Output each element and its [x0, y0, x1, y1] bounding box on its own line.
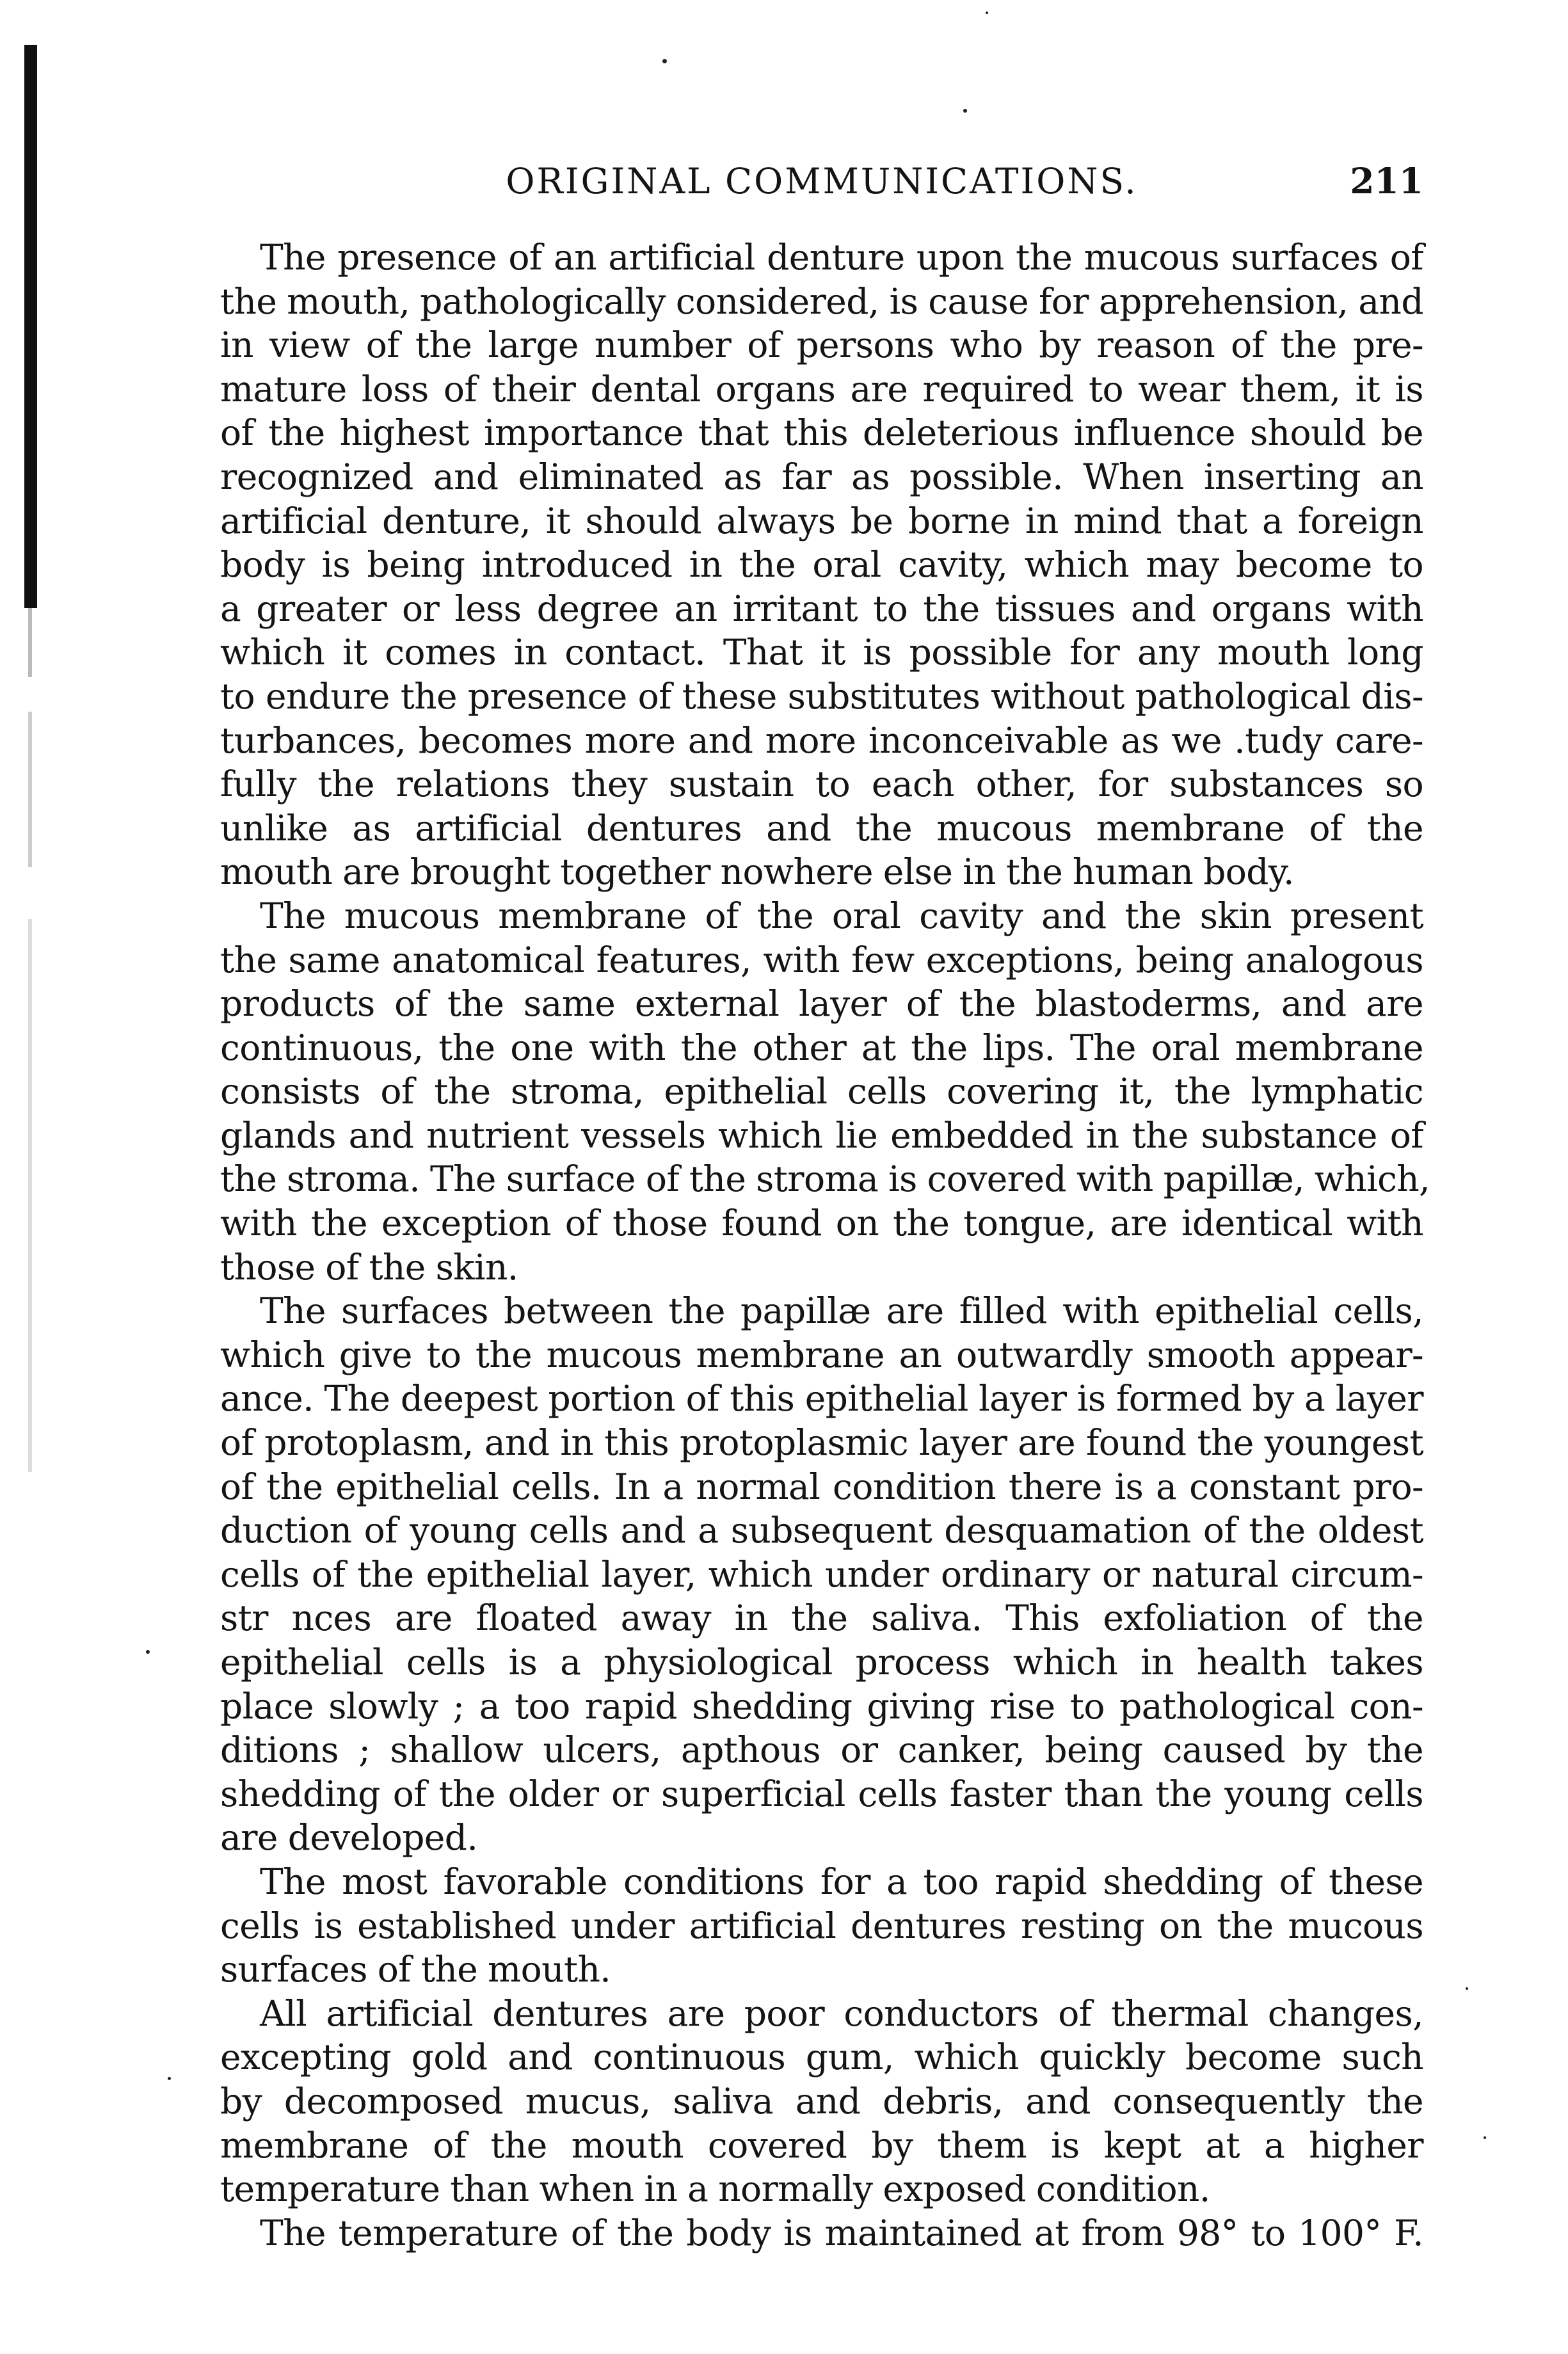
text-line: of the highest importance that this deleterious influence should be — [220, 412, 1423, 454]
text-line: those of the skin. — [220, 1246, 518, 1288]
text-line: temperature than when in a normally exposed condition. — [220, 2168, 1210, 2210]
text-line: ditions ; shallow ulcers, apthous or canker, being caused by the — [220, 1729, 1423, 1771]
scan-speck — [168, 2077, 171, 2080]
text-line: glands and nutrient vessels which lie embedded in the substance of — [220, 1114, 1423, 1156]
text-line: place slowly ; a too rapid shedding giving rise to pathological con- — [220, 1685, 1423, 1727]
text-line: membrane of the mouth covered by them is kept at a higher — [220, 2124, 1423, 2166]
text-line: turbances, becomes more and more inconceivable as we .tudy care- — [220, 719, 1423, 761]
text-line: str nces are floated away in the saliva. This exfoliation of the — [220, 1597, 1423, 1639]
text-line: The mucous membrane of the oral cavity and the skin present — [260, 895, 1423, 936]
text-line: are developed. — [220, 1817, 478, 1859]
text-line: unlike as artificial dentures and the mucous membrane of the — [220, 807, 1423, 849]
text-line: products of the same external layer of the blastoderms, and are — [220, 983, 1423, 1025]
scan-speck — [1466, 1987, 1468, 1990]
text-line: cells is established under artificial dentures resting on the mucous — [220, 1905, 1423, 1946]
text-line: to endure the presence of these substitutes without pathological dis- — [220, 675, 1423, 717]
page-number: 211 — [1350, 160, 1423, 202]
text-line: the mouth, pathologically considered, is cause for apprehension, and — [220, 280, 1423, 322]
text-line: recognized and eliminated as far as possible. When inserting an — [220, 456, 1423, 497]
text-line: The presence of an artificial denture upon the mucous surfaces of — [260, 237, 1423, 278]
text-line: epithelial cells is a physiological process which in health takes — [220, 1642, 1423, 1683]
page-header — [220, 152, 1423, 210]
text-line: with the exception of those found on the tongue, are identical with — [220, 1203, 1423, 1244]
text-line: by decomposed mucus, saliva and debris, and consequently the — [220, 2080, 1423, 2122]
text-line: ance. The deepest portion of this epithelial layer is formed by a layer — [220, 1378, 1423, 1420]
text-line: surfaces of the mouth. — [220, 1949, 611, 1990]
body-text — [220, 236, 1430, 2255]
text-line: which give to the mucous membrane an outwardly smooth appear- — [220, 1334, 1423, 1375]
text-line: of the epithelial cells. In a normal condition there is a constant pro- — [220, 1466, 1423, 1507]
text-line: the same anatomical features, with few exceptions, being analogous — [220, 939, 1423, 981]
text-line: the stroma. The surface of the stroma is covered with papillæ, which, — [220, 1158, 1430, 1200]
text-line: a greater or less degree an irritant to the tissues and organs with — [220, 588, 1423, 629]
text-line: All artificial dentures are poor conductors of thermal changes, — [260, 1992, 1423, 2034]
scan-speck — [1484, 2136, 1486, 2139]
text-line: shedding of the older or superficial cells faster than the young cells — [220, 1773, 1423, 1814]
text-line: The surfaces between the papillæ are filled with epithelial cells, — [260, 1290, 1423, 1332]
text-line: in view of the large number of persons who by reason of the pre- — [220, 324, 1423, 366]
text-line: consists of the stroma, epithelial cells covering it, the lymphatic — [220, 1071, 1423, 1112]
scan-margin-streak — [28, 608, 32, 1472]
scan-speck — [986, 12, 988, 14]
text-line: cells of the epithelial layer, which under ordinary or natural circum- — [220, 1553, 1423, 1595]
text-line: of protoplasm, and in this protoplasmic layer are found the youngest — [220, 1422, 1423, 1464]
text-line: mouth are brought together nowhere else in the human body. — [220, 851, 1294, 893]
running-head: ORIGINAL COMMUNICATIONS. — [506, 161, 1138, 202]
scan-margin-shadow — [24, 45, 37, 608]
text-line: body is being introduced in the oral cavity, which may become to — [220, 544, 1423, 586]
text-line: artificial denture, it should always be borne in mind that a foreign — [220, 500, 1423, 541]
text-line: continuous, the one with the other at the lips. The oral membrane — [220, 1027, 1423, 1068]
scan-speck — [963, 109, 967, 113]
text-line: fully the relations they sustain to each other, for substances so — [220, 764, 1423, 805]
text-line: excepting gold and continuous gum, which quickly become such — [220, 2037, 1423, 2078]
text-line: mature loss of their dental organs are required to wear them, it is — [220, 368, 1423, 410]
text-line: duction of young cells and a subsequent desquamation of the oldest — [220, 1510, 1423, 1551]
scan-speck — [662, 59, 667, 63]
scan-speck — [146, 1650, 150, 1654]
text-line: The temperature of the body is maintained at from 98° to 100° F. — [260, 2212, 1423, 2254]
text-line: which it comes in contact. That it is possible for any mouth long — [220, 632, 1423, 673]
text-line: The most favorable conditions for a too rapid shedding of these — [260, 1861, 1423, 1902]
